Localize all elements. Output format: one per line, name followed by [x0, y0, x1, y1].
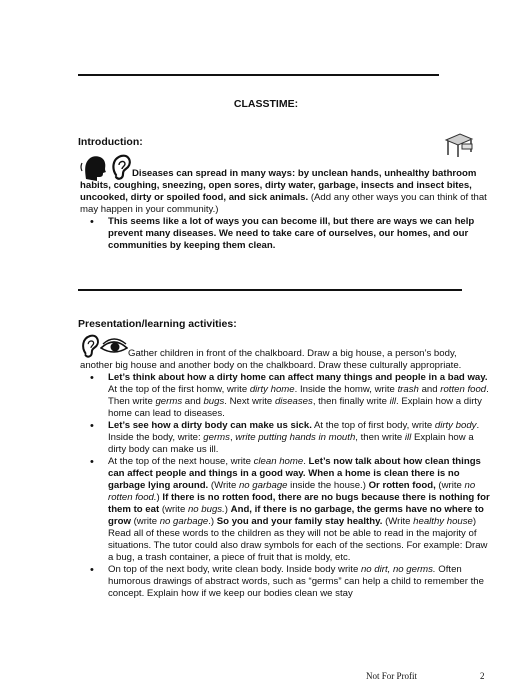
page-number: 2	[480, 671, 485, 681]
list-item	[80, 456, 490, 564]
text-run: This seems like a lot of ways you can become ill, but there are ways we can help prevent many diseases. We need to take care of ourselves, our homes, and our communities by keeping them clean.	[108, 216, 475, 251]
text-run: rotten food	[440, 384, 487, 395]
text-run: no dirt, no germs.	[360, 564, 436, 575]
introduction-heading: Introduction:	[78, 136, 143, 148]
text-run: trash	[397, 384, 419, 395]
text-run: So you and your family stay healthy.	[216, 516, 383, 527]
introduction-section	[80, 168, 490, 252]
text-run: Explain how a dirty body can make us ill.	[108, 432, 474, 455]
text-run: (write	[159, 504, 188, 515]
text-run: . Then write	[108, 384, 489, 407]
text-run: (Add any other ways you can think of that may happen in your community.)	[80, 192, 487, 215]
text-run: ,	[229, 432, 236, 443]
text-run: (Write	[382, 516, 414, 527]
text-run: (Write	[208, 480, 239, 491]
page-title: CLASSTIME:	[233, 98, 299, 110]
text-run: ill	[389, 396, 397, 407]
text-run: bugs	[203, 396, 225, 407]
text-run: .)	[208, 516, 217, 527]
middle-rule	[78, 289, 462, 291]
text-run: Let’s see how a dirty body can make us sick.	[108, 420, 312, 431]
introduction-lead	[80, 168, 490, 216]
text-run: At the top of the first homw, write	[108, 384, 250, 395]
presentation-section	[80, 348, 490, 600]
text-run: no bugs.	[187, 504, 225, 515]
text-run: . Inside the body, write:	[108, 420, 480, 443]
text-run: At the top of first body, write	[311, 420, 435, 431]
text-run: Often humorous drawings of abstract words, such as “germs” can help a child to remember the concept. Explain how if we keep our bodies clean we stay	[108, 564, 484, 599]
presentation-list	[80, 372, 490, 600]
text-run: and	[418, 384, 441, 395]
text-run: ) Read all of these words to the children as they will not be able to read in the majority of situations. The tutor could also draw symbols for each of the sections. For example: Draw a bug, a trash container, a piece of fruit that is moldy, etc.	[108, 516, 488, 563]
presentation-lead	[80, 348, 490, 372]
text-run: and	[182, 396, 204, 407]
text-run: )	[224, 504, 231, 515]
text-run: .	[303, 456, 309, 467]
text-run: If there is no rotten food, there are no bugs because there is nothing for them to eat	[108, 492, 490, 515]
text-run: , then write	[355, 432, 405, 443]
text-run: no garbage	[238, 480, 288, 491]
text-run: )	[156, 492, 163, 503]
text-run: inside the house.)	[287, 480, 369, 491]
text-run: (write	[435, 480, 465, 491]
top-rule	[78, 74, 439, 76]
text-run: (write	[130, 516, 160, 527]
text-run: Gather children in front of the chalkboard. Draw a big house, a person’s body, another big house and another body on the chalkboard. Draw these culturally appropriate.	[80, 348, 462, 371]
text-run: write putting hands in mouth	[235, 432, 356, 443]
text-run: diseases	[274, 396, 313, 407]
text-run: Let’s think about how a dirty home can affect many things and people in a bad way.	[108, 372, 488, 383]
text-run: . Inside the homw, write	[294, 384, 398, 395]
list-item	[80, 216, 490, 252]
text-run: dirty home	[249, 384, 295, 395]
text-run: clean home	[253, 456, 304, 467]
text-run: On top of the next body, write clean body. Inside body write	[108, 564, 361, 575]
text-run: . Explain how a dirty home can lead to diseases.	[108, 396, 482, 419]
list-item	[80, 372, 490, 420]
text-run: germs	[203, 432, 230, 443]
text-run: Or rotten food,	[368, 480, 436, 491]
text-run: , then finally write	[312, 396, 390, 407]
text-run: ill	[404, 432, 412, 443]
text-run: Diseases can spread in many ways: by unclean hands, unhealthy bathroom habits, coughing, sneezing, open sores, dirty water, garbage, insects and insect bites, uncooked, dirty or spoiled food, and sick animals.	[80, 168, 477, 203]
presentation-heading: Presentation/learning activities:	[78, 318, 237, 330]
text-run: germs	[155, 396, 183, 407]
text-run: And, if there is no garbage, the germs have no where to grow	[108, 504, 484, 527]
text-run: Let’s now talk about how clean things can affect people and things in a good way. When a home is clean there is no garbage lying around.	[108, 456, 481, 491]
text-run: no garbage	[159, 516, 209, 527]
text-run: healthy house	[413, 516, 473, 527]
text-run: . Next write	[224, 396, 275, 407]
text-run: no rotten food.	[108, 480, 476, 503]
list-item	[80, 564, 490, 600]
list-item	[80, 420, 490, 456]
footer-note: Not For Profit	[366, 671, 418, 681]
text-run: dirty body	[434, 420, 477, 431]
desk-icon	[442, 130, 476, 158]
introduction-list	[80, 216, 490, 252]
text-run: At the top of the next house, write	[108, 456, 254, 467]
